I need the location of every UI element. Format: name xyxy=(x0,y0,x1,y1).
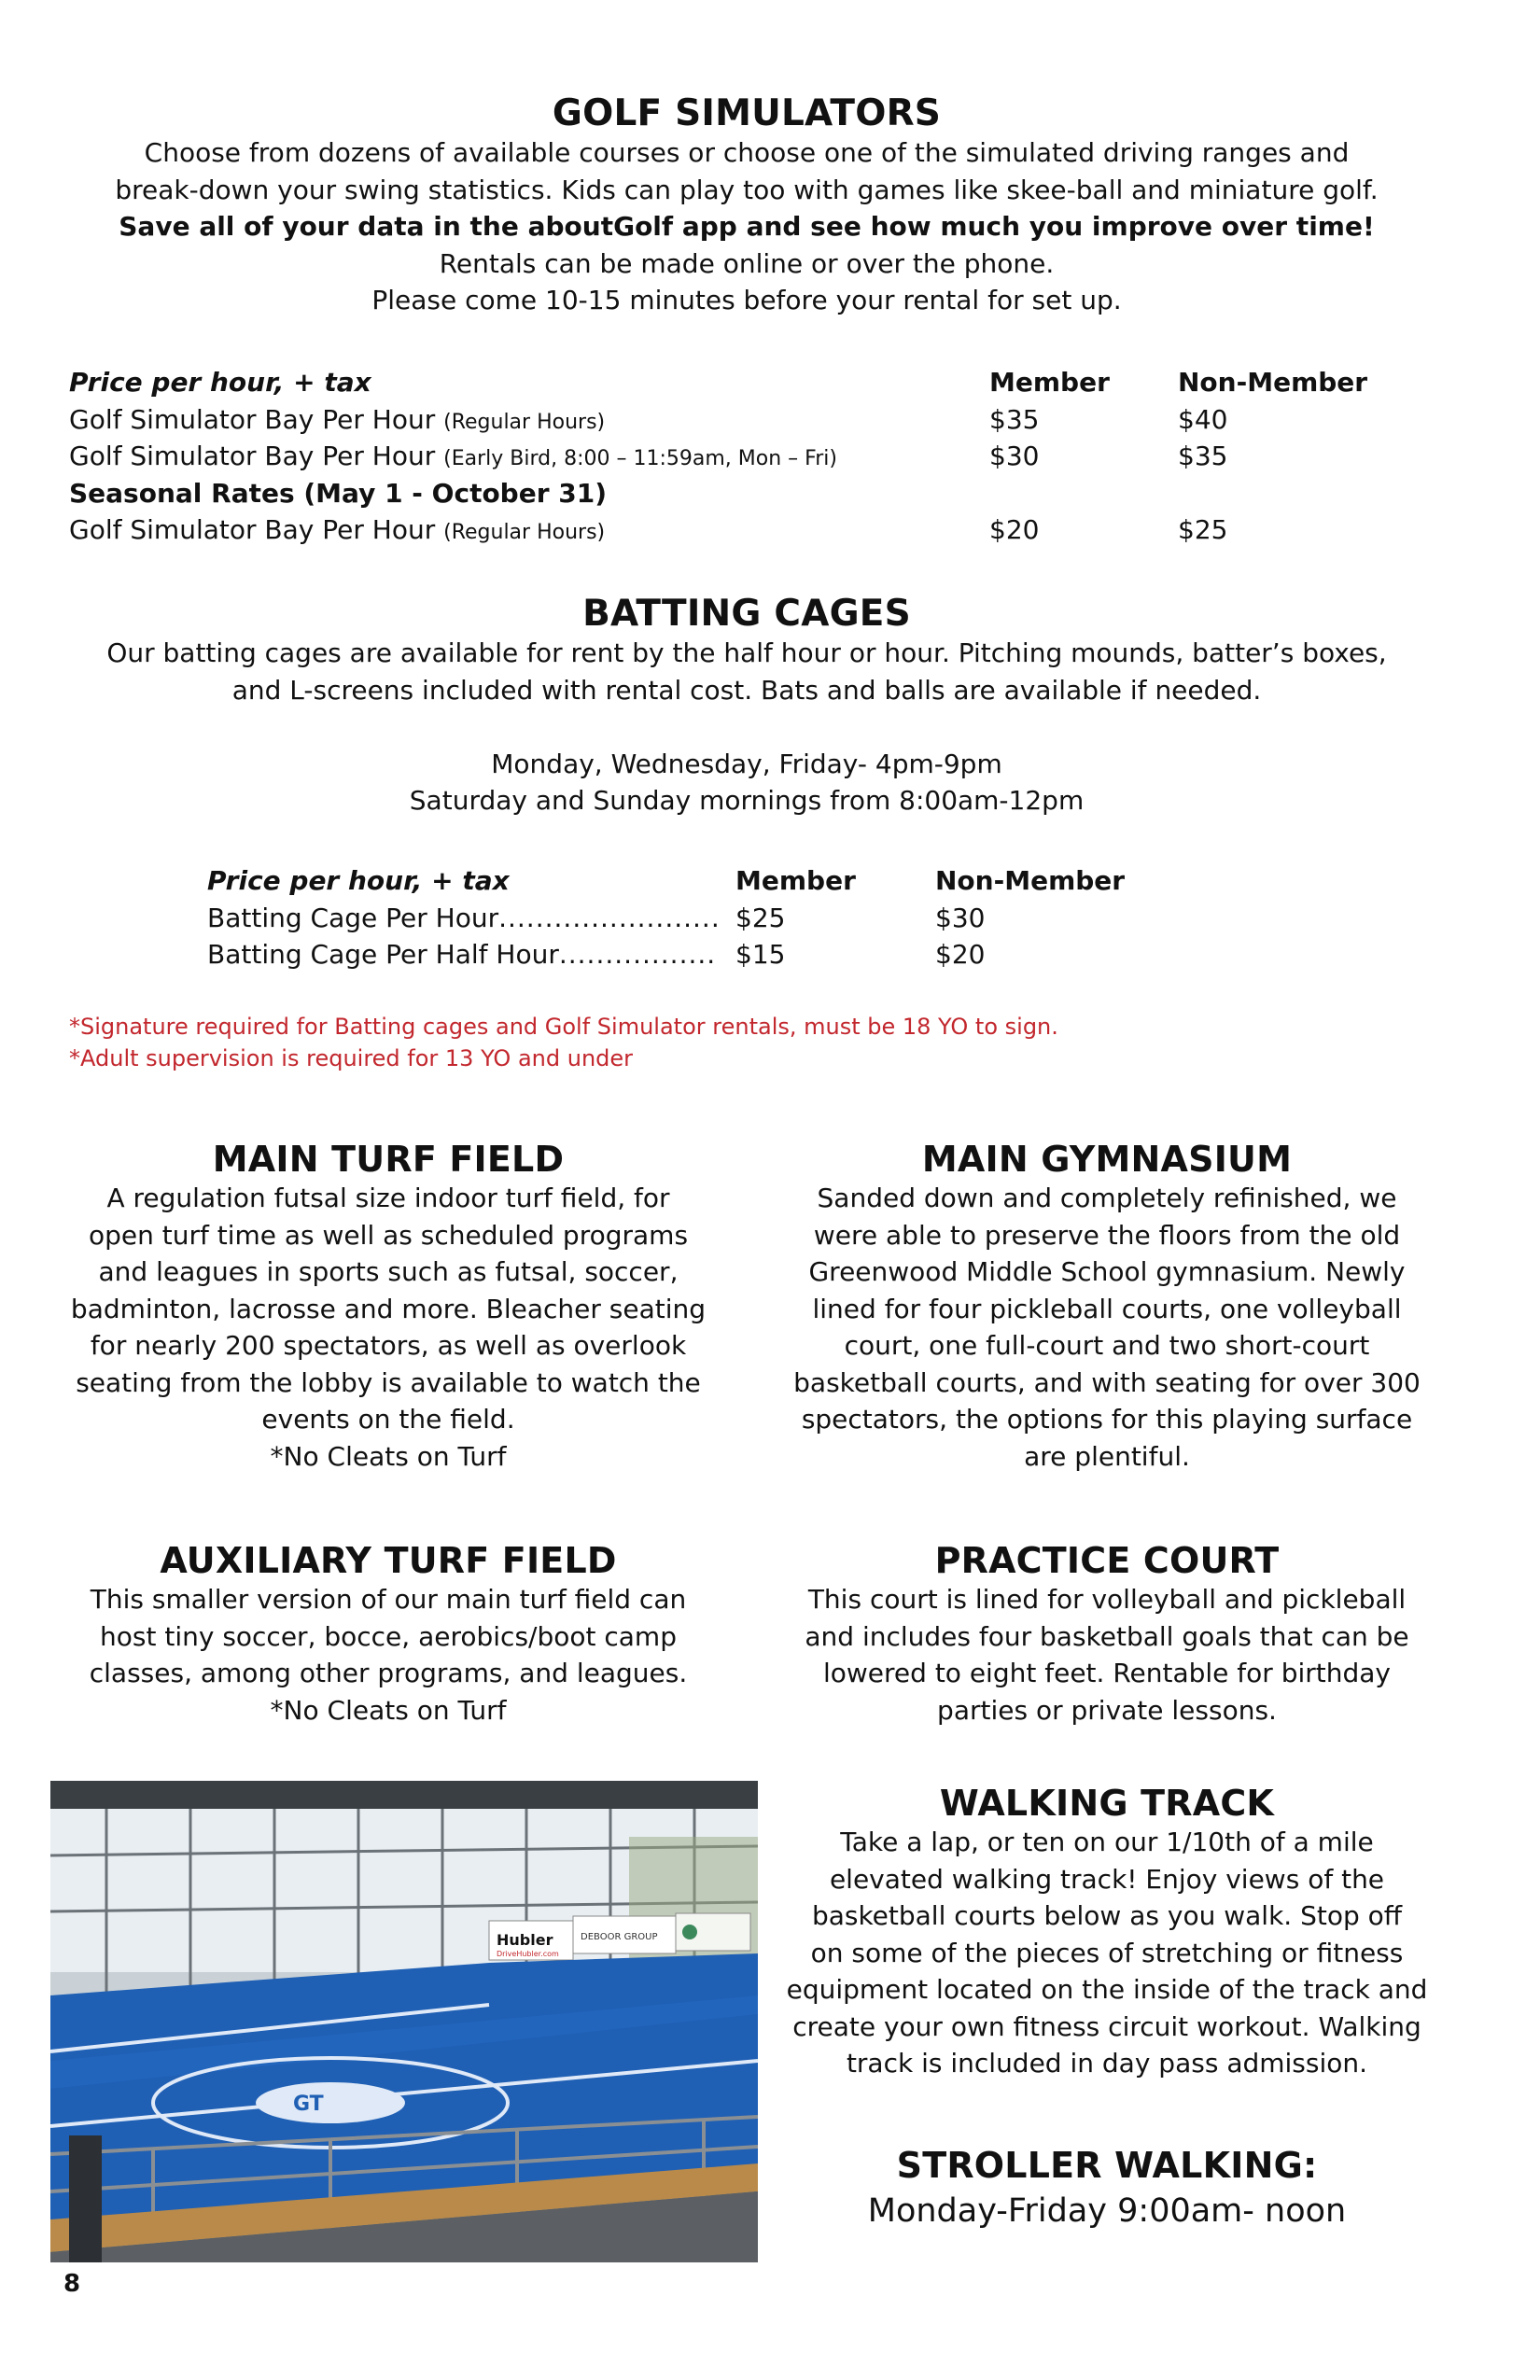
no-cleats-note: *No Cleats on Turf xyxy=(270,1440,507,1472)
text-line: Greenwood Middle School gymnasium. Newly xyxy=(808,1256,1406,1287)
adult-supervision-note: *Adult supervision is required for 13 YO and under xyxy=(69,1045,634,1071)
nonmember-price: $35 xyxy=(1178,441,1228,471)
banner-hubler: Hubler xyxy=(497,1931,553,1949)
golf-price-header xyxy=(69,364,1394,401)
batting-title: BATTING CAGES xyxy=(582,593,911,635)
text-line: court, one full-court and two short-court xyxy=(844,1330,1370,1361)
text-line: equipment located on the inside of the track and xyxy=(786,1974,1428,2005)
batting-price-row xyxy=(207,900,1234,937)
stroller-walking-hours: Monday-Friday 9:00am- noon xyxy=(867,2192,1347,2230)
stroller-walking-section xyxy=(771,2145,1443,2233)
main-gym-description xyxy=(771,1180,1443,1475)
golf-price-table xyxy=(69,364,1394,549)
golf-price-row xyxy=(69,438,1394,475)
row-label: Golf Simulator Bay Per Hour xyxy=(69,514,436,545)
row-label: Batting Cage Per Hour xyxy=(207,902,499,933)
row-sublabel: (Early Bird, 8:00 – 11:59am, Mon – Fri) xyxy=(443,447,837,470)
member-price: $20 xyxy=(989,514,1040,545)
text-line: elevated walking track! Enjoy views of the xyxy=(829,1863,1385,1895)
main-turf-section xyxy=(52,1139,724,1475)
batting-hours-2: Saturday and Sunday mornings from 8:00am-12pm xyxy=(409,785,1085,816)
golf-title: GOLF SIMULATORS xyxy=(552,92,942,134)
text-line: seating from the lobby is available to watch the xyxy=(76,1366,701,1398)
golf-note-2: Please come 10-15 minutes before your rental for set up. xyxy=(371,285,1122,315)
golf-section xyxy=(56,93,1437,319)
aux-turf-title: AUXILIARY TURF FIELD xyxy=(160,1540,617,1581)
aux-turf-section xyxy=(52,1540,724,1729)
batting-section xyxy=(56,594,1437,819)
text-line: and leagues in sports such as futsal, soccer, xyxy=(98,1256,679,1287)
no-cleats-note: *No Cleats on Turf xyxy=(270,1694,507,1726)
walking-track-description xyxy=(771,1824,1443,2082)
text-line: host tiny soccer, bocce, aerobics/boot camp xyxy=(100,1620,677,1652)
text-line: classes, among other programs, and leagues. xyxy=(89,1658,688,1688)
nonmember-header: Non-Member xyxy=(1178,367,1368,398)
text-line: This court is lined for volleyball and pickleball xyxy=(807,1584,1407,1615)
golf-highlight: Save all of your data in the aboutGolf app and see how much you improve over time! xyxy=(119,211,1375,242)
text-line: basketball courts below as you walk. Stop off xyxy=(811,1900,1403,1931)
golf-note-1: Rentals can be made online or over the phone. xyxy=(439,247,1055,279)
batting-desc-line-1: Our batting cages are available for rent by the half hour or hour. Pitching mounds, batter’s boxes, xyxy=(106,637,1387,668)
batting-desc-line-2: and L-screens included with rental cost. Bats and balls are available if needed. xyxy=(231,674,1262,706)
golf-desc-line-1: Choose from dozens of available courses or choose one of the simulated driving ranges and xyxy=(144,137,1350,168)
batting-description xyxy=(56,635,1437,819)
text-line: open turf time as well as scheduled programs xyxy=(88,1219,689,1251)
text-line: basketball courts, and with seating for over 300 xyxy=(793,1366,1421,1398)
practice-court-description xyxy=(771,1581,1443,1729)
row-sublabel: (Regular Hours) xyxy=(443,410,606,434)
member-price: $30 xyxy=(989,441,1040,471)
turf-field-photo xyxy=(50,1781,758,2262)
price-header-label: Price per hour, + tax xyxy=(69,367,371,398)
text-line: Sanded down and completely refinished, we xyxy=(817,1183,1397,1213)
member-price: $15 xyxy=(735,939,786,970)
leader-dots: ........................ xyxy=(498,902,721,933)
member-price: $35 xyxy=(989,403,1040,435)
seasonal-rates-title: Seasonal Rates (May 1 - October 31) xyxy=(69,477,608,509)
batting-price-table xyxy=(207,862,1234,973)
banner-hubler-sub: DriveHubler.com xyxy=(497,1950,559,1958)
text-line: A regulation futsal size indoor turf field, for xyxy=(106,1183,670,1213)
row-label: Golf Simulator Bay Per Hour xyxy=(69,441,436,471)
banner-deboor: DEBOOR GROUP xyxy=(581,1932,658,1942)
nonmember-price: $20 xyxy=(935,939,986,970)
golf-price-row xyxy=(69,401,1394,439)
nonmember-price: $25 xyxy=(1178,514,1228,545)
text-line: on some of the pieces of stretching or fitness xyxy=(810,1937,1404,1968)
signature-note: *Signature required for Batting cages and Golf Simulator rentals, must be 18 YO to sign. xyxy=(69,1014,1058,1040)
batting-price-header xyxy=(207,862,1234,900)
text-line: Take a lap, or ten on our 1/10th of a mile xyxy=(840,1827,1374,1857)
text-line: parties or private lessons. xyxy=(937,1694,1277,1726)
text-line: for nearly 200 spectators, as well as overlook xyxy=(90,1330,687,1361)
practice-court-section xyxy=(771,1540,1443,1729)
member-header: Member xyxy=(735,865,856,896)
golf-description xyxy=(56,134,1437,319)
seasonal-rates-heading xyxy=(69,475,1394,512)
page-number: 8 xyxy=(63,2270,81,2298)
walking-track-title: WALKING TRACK xyxy=(939,1783,1275,1824)
practice-court-title: PRACTICE COURT xyxy=(934,1540,1280,1581)
text-line: create your own fitness circuit workout. Walking xyxy=(792,2010,1421,2042)
text-line: events on the field. xyxy=(261,1404,515,1435)
text-line: track is included in day pass admission. xyxy=(846,2048,1368,2079)
member-price: $25 xyxy=(735,902,786,933)
leader-dots: ................. xyxy=(558,939,717,970)
text-line: spectators, the options for this playing surface xyxy=(801,1404,1413,1435)
text-line: were able to preserve the floors from the old xyxy=(813,1219,1401,1251)
text-line: badminton, lacrosse and more. Bleacher seating xyxy=(70,1293,707,1324)
golf-price-row xyxy=(69,511,1394,549)
batting-hours-1: Monday, Wednesday, Friday- 4pm-9pm xyxy=(491,748,1002,779)
price-header-label: Price per hour, + tax xyxy=(207,865,510,896)
member-header: Member xyxy=(989,367,1110,398)
text-line: lined for four pickleball courts, one volleyball xyxy=(812,1293,1402,1324)
main-gym-title: MAIN GYMNASIUM xyxy=(921,1139,1293,1180)
stroller-walking-title: STROLLER WALKING: xyxy=(896,2145,1318,2186)
nonmember-price: $30 xyxy=(935,902,986,933)
row-label: Golf Simulator Bay Per Hour xyxy=(69,403,436,435)
main-turf-description xyxy=(52,1180,724,1475)
nonmember-header: Non-Member xyxy=(935,865,1126,896)
walking-track-section xyxy=(771,1783,1443,2082)
batting-price-row xyxy=(207,936,1234,973)
text-line: lowered to eight feet. Rentable for birthday xyxy=(822,1658,1391,1688)
aux-turf-description xyxy=(52,1581,724,1729)
row-sublabel: (Regular Hours) xyxy=(443,521,606,544)
main-turf-title: MAIN TURF FIELD xyxy=(212,1139,565,1180)
text-line: are plentiful. xyxy=(1024,1440,1190,1472)
svg-text:GT: GT xyxy=(293,2093,324,2116)
nonmember-price: $40 xyxy=(1178,403,1228,435)
text-line: and includes four basketball goals that can be xyxy=(805,1620,1409,1652)
row-label: Batting Cage Per Half Hour xyxy=(207,939,559,970)
golf-desc-line-2: break-down your swing statistics. Kids can play too with games like skee-ball and miniature golf. xyxy=(115,174,1379,205)
main-gym-section xyxy=(771,1139,1443,1475)
text-line: This smaller version of our main turf field can xyxy=(90,1584,687,1615)
